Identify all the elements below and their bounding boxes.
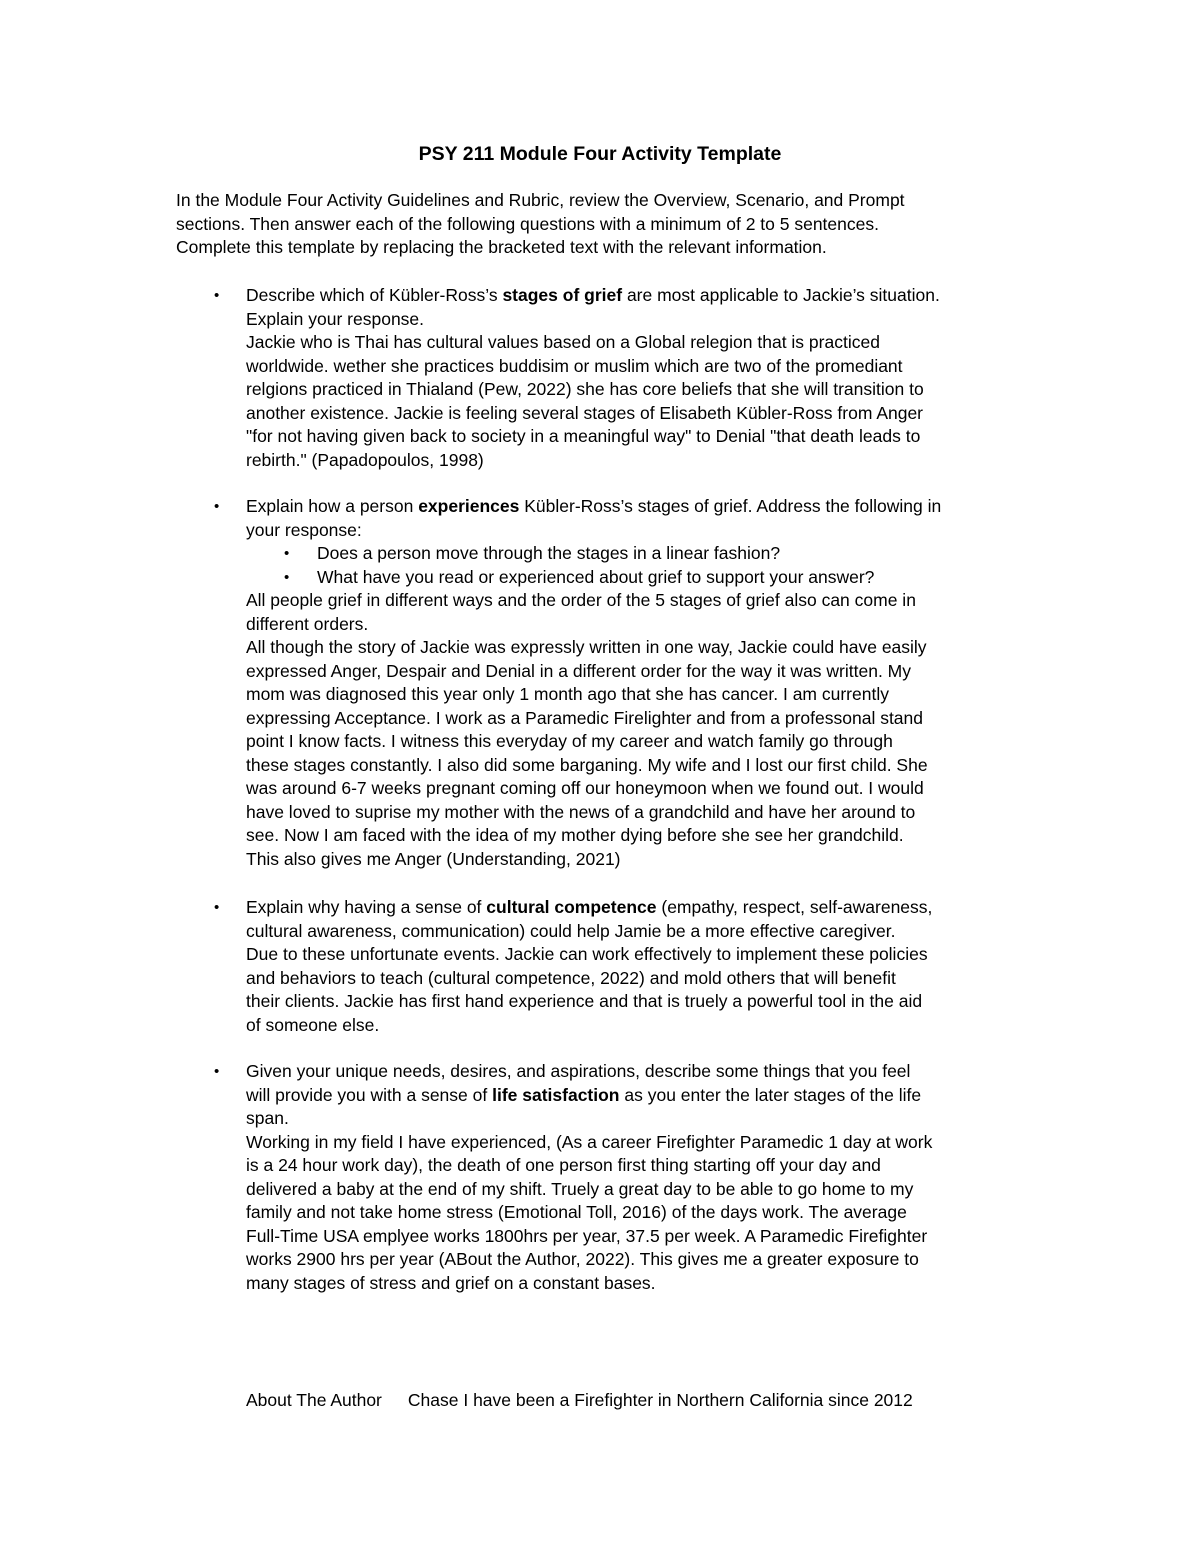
bullet-icon: • bbox=[214, 498, 220, 515]
prompt-text: Explain why having a sense of bbox=[246, 897, 487, 917]
answer-line: have loved to suprise my mother with the news of a grandchild and have her around to bbox=[246, 801, 916, 822]
answer-line: delivered a baby at the end of my shift. Truely a great day to be able to go home to my bbox=[246, 1178, 914, 1199]
bullet-icon: • bbox=[284, 568, 290, 586]
answer-line: worldwide. wether she practices buddisim or muslim which are two of the promediant bbox=[246, 355, 903, 376]
prompt-text: (empathy, respect, self-awareness, bbox=[656, 897, 933, 917]
answer-line: This also gives me Anger (Understanding, 2021) bbox=[246, 848, 621, 869]
bullet-icon: • bbox=[284, 545, 290, 562]
prompt-text: Explain how a person bbox=[246, 496, 419, 516]
question-1 bbox=[214, 284, 1046, 472]
sub-bullet-text: What have you read or experienced about grief to support your answer? bbox=[317, 566, 875, 587]
sub-bullet-item bbox=[246, 542, 1046, 566]
answer-line: expressing Acceptance. I work as a Paramedic Firelighter and from a professonal stand bbox=[246, 707, 924, 728]
question-prompt bbox=[246, 896, 1046, 920]
answer-line: these stages constantly. I also did some barganing. My wife and I lost our first child. She bbox=[246, 754, 928, 775]
question-prompt bbox=[246, 1084, 1046, 1108]
prompt-keyword: cultural competence bbox=[486, 897, 657, 917]
answer-line: All people grief in different ways and the order of the 5 stages of grief also can come in bbox=[246, 590, 916, 610]
question-prompt bbox=[246, 495, 1046, 519]
intro-line: sections. Then answer each of the following questions with a minimum of 2 to 5 sentences. bbox=[176, 213, 879, 234]
answer-line: another existence. Jackie is feeling several stages of Elisabeth Kübler-Ross from Anger bbox=[246, 402, 924, 423]
prompt-text: Describe which of Kübler-Ross’s bbox=[246, 285, 503, 305]
question-4 bbox=[214, 1060, 1046, 1295]
bullet-icon: • bbox=[214, 287, 220, 304]
answer-line: relgions practiced in Thialand (Pew, 2022) she has core beliefs that she will transition to bbox=[246, 379, 924, 399]
question-prompt bbox=[246, 284, 1046, 308]
answer-line: works 2900 hrs per year (ABout the Author, 2022). This gives me a greater exposure to bbox=[246, 1249, 919, 1269]
answer-line: is a 24 hour work day), the death of one person first thing starting off your day and bbox=[246, 1155, 881, 1175]
intro-line: Complete this template by replacing the bracketed text with the relevant information. bbox=[176, 237, 827, 257]
about-author-label: About The Author bbox=[246, 1390, 382, 1410]
answer-line: was around 6-7 weeks pregnant coming off our honeymoon when we found out. I would bbox=[246, 778, 924, 798]
document-title: PSY 211 Module Four Activity Template bbox=[418, 143, 782, 165]
bullet-icon: • bbox=[214, 899, 220, 916]
question-prompt: Explain your response. bbox=[246, 308, 425, 329]
answer-line: see. Now I am faced with the idea of my mother dying before she see her grandchild. bbox=[246, 825, 904, 845]
answer-line: Jackie who is Thai has cultural values based on a Global relegion that is practiced bbox=[246, 332, 880, 352]
prompt-keyword: stages of grief bbox=[502, 285, 623, 305]
answer-line: point I know facts. I witness this everyday of my career and watch family go through bbox=[246, 731, 893, 751]
answer-line: Due to these unfortunate events. Jackie can work effectively to implement these policies bbox=[246, 944, 928, 964]
question-prompt: Given your unique needs, desires, and aspirations, describe some things that you feel bbox=[246, 1061, 911, 1081]
about-author-footer bbox=[246, 1389, 1046, 1413]
prompt-text: as you enter the later stages of the life bbox=[619, 1084, 922, 1105]
answer-line: their clients. Jackie has first hand experience and that is truely a powerful tool in the aid bbox=[246, 991, 923, 1011]
answer-line: of someone else. bbox=[246, 1014, 380, 1035]
sub-bullet-item bbox=[246, 566, 1046, 590]
question-3 bbox=[214, 896, 1046, 1037]
question-2 bbox=[214, 495, 1046, 871]
prompt-text: will provide you with a sense of bbox=[246, 1084, 493, 1105]
answer-line: rebirth." (Papadopoulos, 1998) bbox=[246, 449, 484, 470]
answer-line: expressed Anger, Despair and Denial in a different order for the way it was written. My bbox=[246, 660, 912, 681]
prompt-keyword: life satisfaction bbox=[492, 1084, 620, 1105]
answer-line: different orders. bbox=[246, 613, 369, 634]
intro-line: In the Module Four Activity Guidelines and Rubric, review the Overview, Scenario, and Prompt bbox=[176, 190, 905, 210]
prompt-keyword: experiences bbox=[418, 496, 520, 516]
prompt-text: Kübler-Ross’s stages of grief. Address the following in bbox=[519, 496, 942, 516]
prompt-text: are most applicable to Jackie’s situation. bbox=[622, 285, 940, 305]
question-prompt: cultural awareness, communication) could help Jamie be a more effective caregiver. bbox=[246, 920, 896, 941]
question-prompt: your response: bbox=[246, 519, 362, 540]
answer-line: Full-Time USA emplyee works 1800hrs per year, 37.5 per week. A Paramedic Firefighter bbox=[246, 1225, 928, 1246]
bullet-icon: • bbox=[214, 1063, 220, 1080]
question-prompt: span. bbox=[246, 1108, 289, 1128]
answer-line: mom was diagnosed this year only 1 month ago that she has cancer. I am currently bbox=[246, 684, 889, 704]
answer-line: Working in my field I have experienced, (As a career Firefighter Paramedic 1 day at work bbox=[246, 1131, 933, 1152]
sub-bullet-text: Does a person move through the stages in a linear fashion? bbox=[317, 543, 781, 563]
answer-line: and behaviors to teach (cultural competence, 2022) and mold others that will benefit bbox=[246, 967, 896, 988]
answer-line: many stages of stress and grief on a constant bases. bbox=[246, 1272, 656, 1293]
answer-line: "for not having given back to society in a meaningful way" to Denial "that death leads to bbox=[246, 426, 921, 446]
answer-line: All though the story of Jackie was expressly written in one way, Jackie could have easily bbox=[246, 637, 927, 657]
about-author-text: Chase I have been a Firefighter in Northern California since 2012 bbox=[407, 1390, 913, 1410]
answer-line: family and not take home stress (Emotional Toll, 2016) of the days work. The average bbox=[246, 1202, 907, 1222]
intro-paragraph bbox=[176, 189, 1016, 260]
